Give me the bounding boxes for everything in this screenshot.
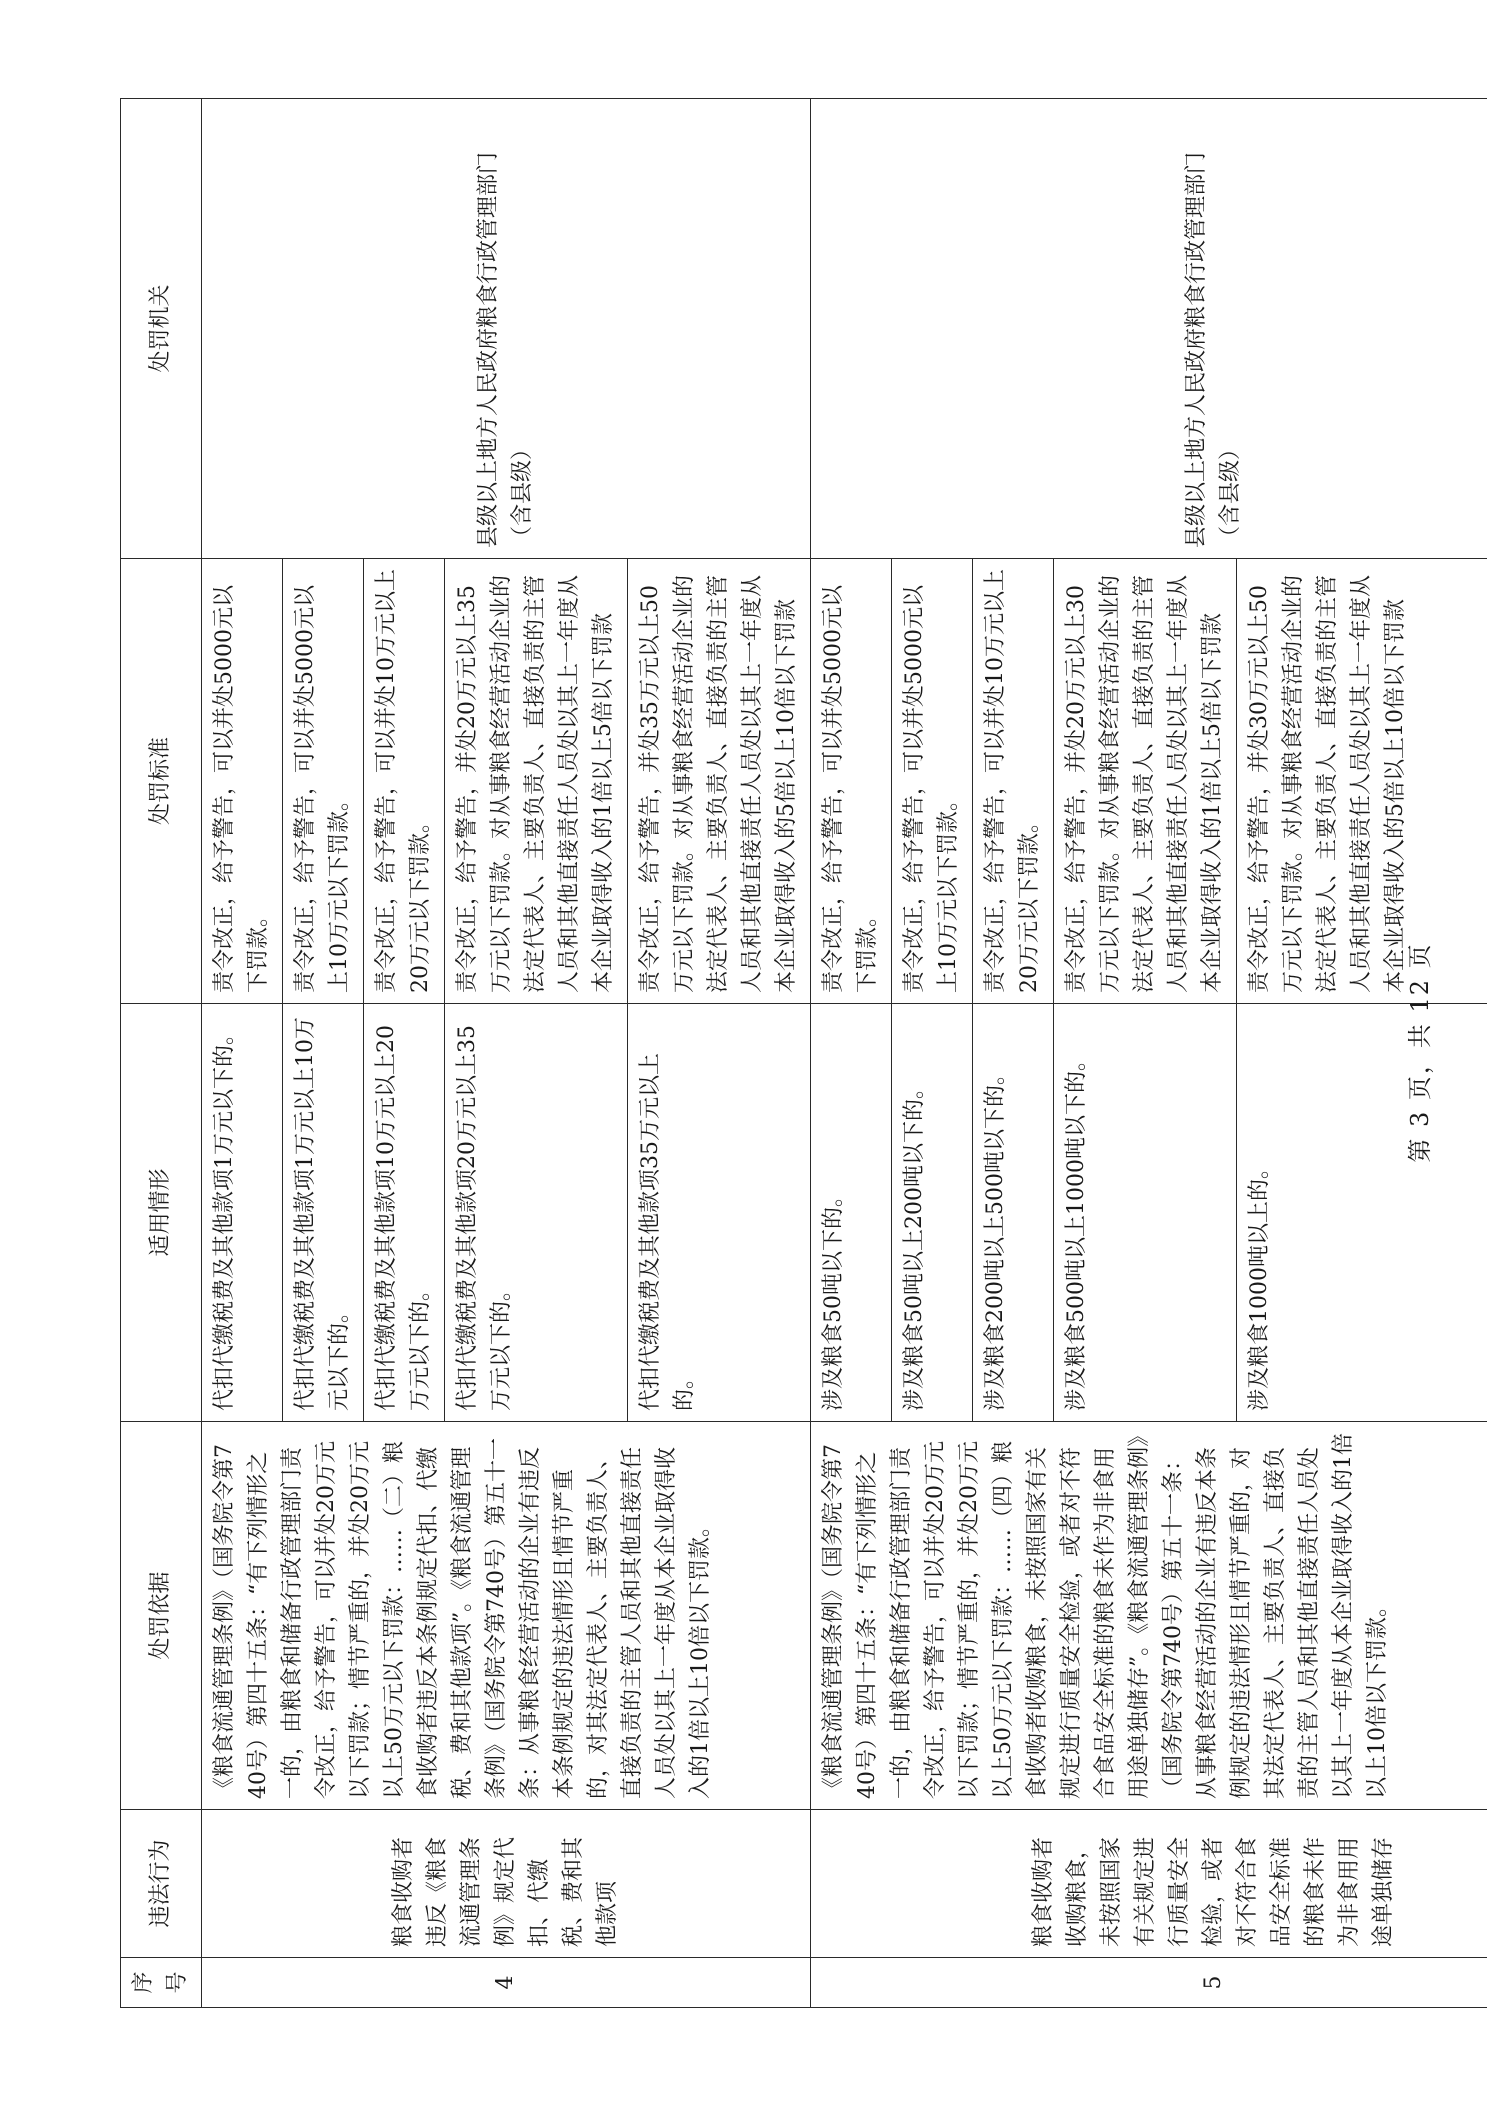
row5-seq: 5 <box>811 1958 1487 2008</box>
row5-case1-situation: 涉及粮食50吨以下的。 <box>811 1004 892 1422</box>
row5-case4-situation: 涉及粮食500吨以上1000吨以下的。 <box>1054 1004 1237 1422</box>
row4-case5-standard: 责令改正，给予警告，并处35万元以上50万元以下罚款。对从事粮食经营活动企业的法定代表人、主要负责人、直接负责的主管人员和其他直接责任人员处以其上一年度从本企业取得收入的5倍以上10倍以下罚款 <box>628 559 811 1004</box>
table-header-row <box>121 99 202 2008</box>
row4-case2-standard: 责令改正，给予警告，可以并处5000元以上10万元以下罚款。 <box>283 559 364 1004</box>
table-row <box>202 99 283 2008</box>
row5-case5-situation: 涉及粮食1000吨以上的。 <box>1237 1004 1487 1422</box>
header-seq: 序号 <box>121 1958 202 2008</box>
row5-authority: 县级以上地方人民政府粮食行政管理部门（含县级） <box>811 99 1487 559</box>
row4-basis: 《粮食流通管理条例》（国务院令第740号）第四十五条：“有下列情形之一的，由粮食和储备行政管理部门责令改正，给予警告，可以并处20万元以下罚款；情节严重的，并处20万元以上50万元以下罚款：……（二）粮食收购者违反本条例规定代扣、代缴税、费和其他款项”。《粮食流通管理条例》（国务院令第740号）第五十一条：从事粮食经营活动的企业有违反本条例规定的违法情形且情节严重的，对其法定代表人、主要负责人、直接负责的主管人员和其他直接责任人员处以其上一年度从本企业取得收入的1倍以上10倍以下罚款。 <box>202 1422 811 1810</box>
row5-case5-standard: 责令改正，给予警告，并处30万元以上50万元以下罚款。对从事粮食经营活动企业的法定代表人、主要负责人、直接负责的主管人员和其他直接责任人员处以其上一年度从本企业取得收入的5倍以上10倍以下罚款 <box>1237 559 1487 1004</box>
row4-case5-situation: 代扣代缴税费及其他款项35万元以上的。 <box>628 1004 811 1422</box>
row4-case1-situation: 代扣代缴税费及其他款项1万元以下的。 <box>202 1004 283 1422</box>
row5-case3-situation: 涉及粮食200吨以上500吨以下的。 <box>973 1004 1054 1422</box>
row5-violation: 粮食收购者收购粮食，未按照国家有关规定进行质量安全检验，或者对不符合食品安全标准的粮食未作为非食用用途单独储存 <box>811 1810 1487 1958</box>
penalty-table <box>120 98 1487 2008</box>
row5-case1-standard: 责令改正，给予警告，可以并处5000元以下罚款。 <box>811 559 892 1004</box>
page-number: 第 3 页，共 12 页 <box>1406 942 1434 1163</box>
header-violation: 违法行为 <box>121 1810 202 1958</box>
row4-case4-standard: 责令改正，给予警告，并处20万元以上35万元以下罚款。对从事粮食经营活动企业的法定代表人、主要负责人、直接负责的主管人员和其他直接责任人员处以其上一年度从本企业取得收入的1倍以上5倍以下罚款 <box>445 559 628 1004</box>
header-standard: 处罚标准 <box>121 559 202 1004</box>
row4-authority: 县级以上地方人民政府粮食行政管理部门（含县级） <box>202 99 811 559</box>
row5-case2-standard: 责令改正，给予警告，可以并处5000元以上10万元以下罚款。 <box>892 559 973 1004</box>
header-situation: 适用情形 <box>121 1004 202 1422</box>
row5-case2-situation: 涉及粮食50吨以上200吨以下的。 <box>892 1004 973 1422</box>
row5-basis: 《粮食流通管理条例》（国务院令第740号）第四十五条：“有下列情形之一的，由粮食和储备行政管理部门责令改正，给予警告，可以并处20万元以下罚款；情节严重的，并处20万元以上50万元以下罚款：……（四）粮食收购者收购粮食，未按照国家有关规定进行质量安全检验，或者对不符合食品安全标准的粮食未作为非食用用途单独储存”。《粮食流通管理条例》（国务院令第740号）第五十一条：从事粮食经营活动的企业有违反本条例规定的违法情形且情节严重的，对其法定代表人、主要负责人、直接负责的主管人员和其他直接责任人员处以其上一年度从本企业取得收入的1倍以上10倍以下罚款。 <box>811 1422 1487 1810</box>
row4-case2-situation: 代扣代缴税费及其他款项1万元以上10万元以下的。 <box>283 1004 364 1422</box>
table-row <box>811 99 892 2008</box>
row4-case3-situation: 代扣代缴税费及其他款项10万元以上20万元以下的。 <box>364 1004 445 1422</box>
header-authority: 处罚机关 <box>121 99 202 559</box>
row4-case4-situation: 代扣代缴税费及其他款项20万元以上35万元以下的。 <box>445 1004 628 1422</box>
row4-seq: 4 <box>202 1958 811 2008</box>
row4-case3-standard: 责令改正，给予警告，可以并处10万元以上20万元以下罚款。 <box>364 559 445 1004</box>
header-basis: 处罚依据 <box>121 1422 202 1810</box>
row4-case1-standard: 责令改正，给予警告，可以并处5000元以下罚款。 <box>202 559 283 1004</box>
row5-case3-standard: 责令改正，给予警告，可以并处10万元以上20万元以下罚款。 <box>973 559 1054 1004</box>
row4-violation: 粮食收购者违反《粮食流通管理条例》规定代扣、代缴税、费和其他款项 <box>202 1810 811 1958</box>
row5-case4-standard: 责令改正，给予警告，并处20万元以上30万元以下罚款。对从事粮食经营活动企业的法定代表人、主要负责人、直接负责的主管人员和其他直接责任人员处以其上一年度从本企业取得收入的1倍以上5倍以下罚款 <box>1054 559 1237 1004</box>
